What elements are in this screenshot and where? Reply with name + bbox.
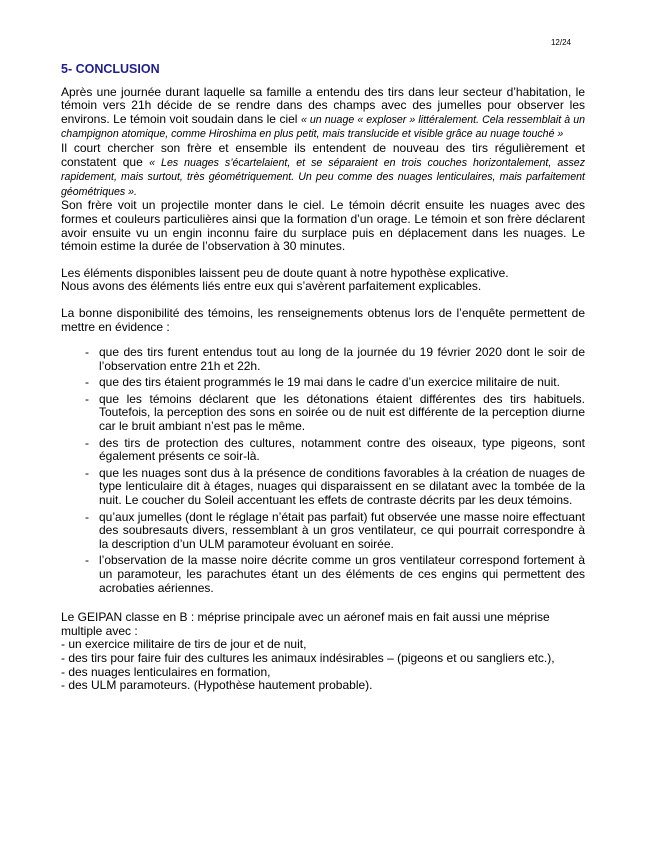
list-item <box>87 467 585 508</box>
dash-bullet: - <box>85 391 89 406</box>
dash-bullet: - <box>85 553 89 568</box>
list-item <box>87 346 585 373</box>
list-item-text: des tirs de protection des cultures, notamment contre des oiseaux, type pigeons, sont également présents ce soir-là. <box>99 435 585 464</box>
page-number: 12/24 <box>550 38 571 47</box>
list-item-text: que les nuages sont dus à la présence de conditions favorables à la création de nuages de type lenticulaire dit à étages, nuages qui disparaissent en se dilatant avec la tombée de la nuit. Le coucher du Soleil accentuant les effets de contraste décrits par les deux témoins. <box>99 465 585 508</box>
classification-item: - des nuages lenticulaires en formation, <box>61 664 271 679</box>
paragraph-hypothesis <box>61 267 585 294</box>
list-item <box>87 376 585 390</box>
classification-item: - un exercice militaire de tirs de jour et de nuit, <box>61 637 307 652</box>
list-item <box>87 437 585 464</box>
list-item <box>87 511 585 552</box>
evidence-list <box>61 346 585 595</box>
classification-item: - des ULM paramoteurs. (Hypothèse hautement probable). <box>61 678 373 693</box>
dash-bullet: - <box>85 509 89 524</box>
paragraph-observation <box>61 86 585 254</box>
paragraph-evidence-intro: La bonne disponibilité des témoins, les renseignements obtenus lors de l’enquête permettent de mettre en évidence : <box>61 305 585 334</box>
dash-bullet: - <box>85 375 89 390</box>
list-item <box>87 554 585 595</box>
list-item-text: l’observation de la masse noire décrite comme un gros ventilateur correspond fortement à un paramoteur, les parachutes étant un des éléments de ces engins qui permettent des acrobaties aériennes. <box>99 553 585 595</box>
paragraph-text: Son frère voit un projectile monter dans le ciel. Le témoin décrit ensuite les nuages avec des formes et couleurs particulières ainsi que la formation d’un orage. Le témoin et son frère déclarent avoir ensuite vu un engin inconnu faire du surplace puis en déplacement dans les nuages. Le témoin estime la durée de l’observation à 30 minutes. <box>61 198 585 254</box>
list-item-text: que les témoins déclarent que les détonations étaient différentes des tirs habituels. Toutefois, la perception des sons en soirée ou de nuit est différente de la perception diurne car le bruit ambiant n’est pas le même. <box>99 391 585 434</box>
witness-quote: « Les nuages s’écartelaient, et se séparaient en trois couches horizontalement, assez rapidement, mais surtout, très géométriquement. Un peu comme des nuages lenticulaires, mais parfaitement géométriques ». <box>61 156 585 198</box>
witness-quote: « un nuage « exploser » littéralement. Cela ressemblait à un champignon atomique, comme Hiroshima en plus petit, mais translucide et visible grâce au nuage touché » <box>61 113 585 141</box>
classification-block <box>61 611 585 693</box>
paragraph-line: Les éléments disponibles laissent peu de doute quant à notre hypothèse explicative. <box>61 265 509 280</box>
classification-item: - des tirs pour faire fuir des cultures les animaux indésirables – (pigeons et ou sangliers etc.), <box>61 650 555 665</box>
paragraph-line: Nous avons des éléments liés entre eux qui s’avèrent parfaitement explicables. <box>61 279 482 294</box>
section-heading: 5- CONCLUSION <box>61 62 160 76</box>
classification-intro: Le GEIPAN classe en B : méprise principale avec un aéronef mais en fait aussi une méprise multiple avec : <box>61 610 550 638</box>
dash-bullet: - <box>85 435 89 450</box>
paragraph-text: Il court chercher son frère et ensemble ils entendent de nouveau des tirs régulièrement et constatent que <box>61 140 585 169</box>
paragraph-text: Après une journée durant laquelle sa famille a entendu des tirs dans leur secteur d’habitation, le témoin vers 21h décide de se rendre dans des champs avec des jumelles pour observer les environs. Le témoin voit soudain dans le ciel <box>61 84 585 126</box>
dash-bullet: - <box>85 345 89 360</box>
list-item <box>87 393 585 434</box>
list-item-text: que des tirs étaient programmés le 19 mai dans le cadre d’un exercice militaire de nuit. <box>99 375 560 390</box>
list-item-text: que des tirs furent entendus tout au long de la journée du 19 février 2020 dont le soir de l’observation entre 21h et 22h. <box>99 345 585 373</box>
conclusion-section <box>61 63 585 693</box>
dash-bullet: - <box>85 465 89 480</box>
list-item-text: qu’aux jumelles (dont le réglage n’était pas parfait) fut observée une masse noire effectuant des soubresauts divers, ressemblant à un gros ventilateur, ce qui pourrait correspondre à la description d’un ULM paramoteur évoluant en soirée. <box>99 509 585 551</box>
